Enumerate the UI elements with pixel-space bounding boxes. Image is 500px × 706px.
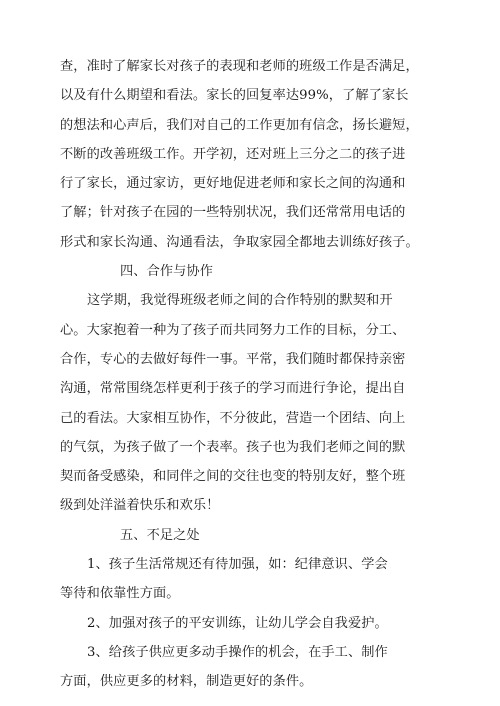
paragraph-line: 以及有什么期望和看法。家长的回复率达99%，了解了家长 <box>60 88 409 104</box>
list-item-line: 2、加强对孩子的平安训练，让幼儿学会自我爱护。 <box>87 615 388 631</box>
paragraph-line: 了解；针对孩子在园的一些特别状况，我们还常常用电话的 <box>60 205 406 221</box>
paragraph-line: 沟通，常常围绕怎样更利于孩子的学习而进行争论，提出自 <box>60 381 406 397</box>
paragraph-line: 查，准时了解家长对孩子的表现和老师的班级工作是否满足， <box>60 59 419 74</box>
document-page <box>60 52 440 697</box>
paragraph-line: 行了家长，通过家访，更好地促进老师和家长之间的沟通和 <box>60 176 406 192</box>
section-heading: 五、不足之处 <box>120 527 200 543</box>
list-item-line: 等待和依靠性方面。 <box>60 586 180 602</box>
paragraph-line: 己的看法。大家相互协作，不分彼此，营造一个团结、向上 <box>60 410 406 426</box>
paragraph-line: 契而备受感染，和同伴之间的交往也变的特别友好，整个班 <box>60 469 406 485</box>
paragraph-line: 心。大家抱着一种为了孩子而共同努力工作的目标，分工、 <box>60 322 406 338</box>
list-item-line: 方面，供应更多的材料，制造更好的条件。 <box>60 674 313 690</box>
paragraph-line: 形式和家长沟通、沟通看法，争取家园全都地去训练好孩子。 <box>60 234 419 250</box>
paragraph-line: 的气氛，为孩子做了一个表率。孩子也为我们老师之间的默 <box>60 439 406 455</box>
list-item-line: 1、孩子生活常规还有待加强，如：纪律意识、学会 <box>87 557 388 573</box>
section-heading: 四、合作与协作 <box>120 264 214 280</box>
paragraph-line: 级到处洋溢着快乐和欢乐！ <box>60 498 220 514</box>
paragraph-line: 这学期，我觉得班级老师之间的合作特别的默契和开 <box>87 293 393 309</box>
paragraph-line: 不断的改善班级工作。开学初，还对班上三分之二的孩子进 <box>60 146 406 162</box>
list-item-line: 3、给孩子供应更多动手操作的机会，在手工、制作 <box>87 644 388 660</box>
paragraph-line: 合作，专心的去做好每件一事。平常，我们随时都保持亲密 <box>60 351 406 367</box>
paragraph-line: 的想法和心声后，我们对自己的工作更加有信念，扬长避短， <box>60 117 419 133</box>
